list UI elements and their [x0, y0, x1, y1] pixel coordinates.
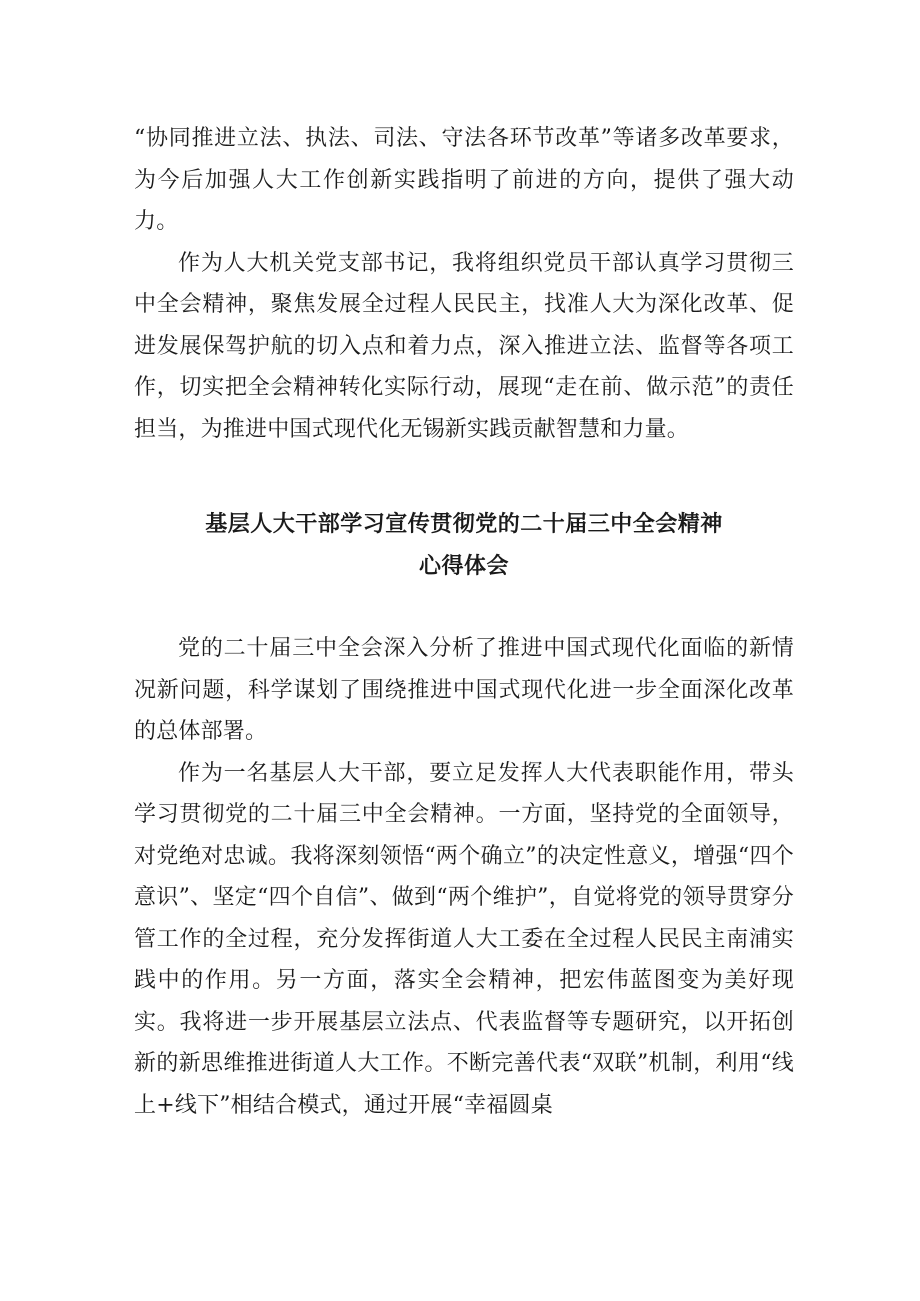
article-title: [134, 504, 794, 588]
spacer: [134, 450, 794, 504]
paragraph-body: 作为一名基层人大干部，要立足发挥人大代表职能作用，带头学习贯彻党的二十届三中全会精神。一方面，坚持党的全面领导，对党绝对忠诚。我将深刻领悟“两个确立”的决定性意义，增强“四个意识”、坚定“四个自信”、做到“两个维护”，自觉将党的领导贯穿分管工作的全过程，充分发挥街道人大工委在全过程人民民主南浦实践中的作用。另一方面，落实全会精神，把宏伟蓝图变为美好现实。我将进一步开展基层立法点、代表监督等专题研究，以开拓创新的新思维推进街道人大工作。不断完善代表“双联”机制，利用“线上+线下”相结合模式，通过开展“幸福圆桌: [134, 760, 794, 1118]
paragraph-continuation: “协同推进立法、执法、司法、守法各环节改革”等诸多改革要求，为今后加强人大工作创新实践指明了前进的方向，提供了强大动力。: [134, 126, 794, 234]
paragraph-party-secretary: 作为人大机关党支部书记，我将组织党员干部认真学习贯彻三中全会精神，聚焦发展全过程人民民主，找准人大为深化改革、促进发展保驾护航的切入点和着力点，深入推进立法、监督等各项工作，切实把全会精神转化实际行动，展现“走在前、做示范”的责任担当，为推进中国式现代化无锡新实践贡献智慧和力量。: [134, 250, 794, 442]
article-title-line-2: 心得体会: [418, 554, 509, 579]
paragraph-intro: 党的二十届三中全会深入分析了推进中国式现代化面临的新情况新问题，科学谋划了围绕推进中国式现代化进一步全面深化改革的总体部署。: [134, 636, 794, 744]
spacer: [134, 588, 794, 628]
article-title-line-1: 基层人大干部学习宣传贯彻党的二十届三中全会精神: [205, 512, 723, 537]
